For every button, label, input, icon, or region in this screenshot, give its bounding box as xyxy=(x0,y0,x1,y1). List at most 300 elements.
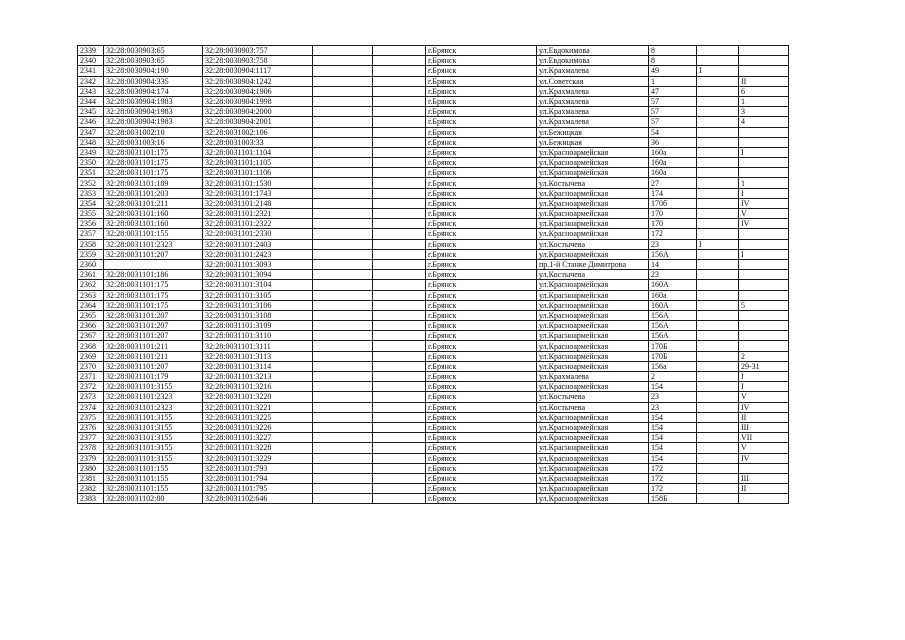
city-cell: г.Брянск xyxy=(426,188,537,198)
building-cell xyxy=(697,443,739,453)
table-row xyxy=(78,321,789,331)
parent-cadastral-number-cell: 32:28:0030904:1983 xyxy=(104,107,203,117)
registry-table-body xyxy=(78,46,789,504)
parent-cadastral-number-cell: 32:28:0031101:207 xyxy=(104,321,203,331)
empty-cell-a xyxy=(313,168,373,178)
street-cell: ул.Красноармейская xyxy=(537,433,649,443)
table-row xyxy=(78,280,789,290)
street-cell: ул.Крахмалева xyxy=(537,372,649,382)
cadastral-number-cell: 32:28:0031101:2403 xyxy=(203,239,313,249)
row-number-cell: 2358 xyxy=(78,239,104,249)
building-cell xyxy=(697,433,739,443)
cadastral-number-cell: 32:28:0031101:795 xyxy=(203,484,313,494)
street-cell: ул.Красноармейская xyxy=(537,361,649,371)
empty-cell-b xyxy=(373,422,426,432)
building-cell xyxy=(697,46,739,56)
empty-cell-b xyxy=(373,351,426,361)
empty-cell-a xyxy=(313,198,373,208)
parent-cadastral-number-cell: 32:28:0031101:207 xyxy=(104,331,203,341)
city-cell: г.Брянск xyxy=(426,127,537,137)
parent-cadastral-number-cell: 32:28:0031101:189 xyxy=(104,178,203,188)
cadastral-number-cell: 32:28:0031101:793 xyxy=(203,463,313,473)
row-number-cell: 2364 xyxy=(78,300,104,310)
premises-cell: I xyxy=(739,372,789,382)
premises-cell: V xyxy=(739,392,789,402)
street-cell: ул.Красноармейская xyxy=(537,209,649,219)
row-number-cell: 2361 xyxy=(78,270,104,280)
premises-cell: I xyxy=(739,188,789,198)
table-row xyxy=(78,392,789,402)
city-cell: г.Брянск xyxy=(426,229,537,239)
cadastral-number-cell: 32:28:0031101:3221 xyxy=(203,402,313,412)
cadastral-number-cell: 32:28:0031101:3113 xyxy=(203,351,313,361)
row-number-cell: 2382 xyxy=(78,484,104,494)
empty-cell-a xyxy=(313,239,373,249)
city-cell: г.Брянск xyxy=(426,341,537,351)
empty-cell-b xyxy=(373,86,426,96)
building-cell xyxy=(697,56,739,66)
premises-cell xyxy=(739,239,789,249)
parent-cadastral-number-cell: 32:28:0031101:3155 xyxy=(104,382,203,392)
street-cell: ул.Бежицкая xyxy=(537,137,649,147)
table-row xyxy=(78,402,789,412)
row-number-cell: 2380 xyxy=(78,463,104,473)
parent-cadastral-number-cell: 32:28:0031101:155 xyxy=(104,473,203,483)
premises-cell: 5 xyxy=(739,300,789,310)
house-number-cell: 27 xyxy=(649,178,697,188)
table-row xyxy=(78,382,789,392)
parent-cadastral-number-cell: 32:28:0030904:1983 xyxy=(104,96,203,106)
premises-cell xyxy=(739,259,789,269)
building-cell xyxy=(697,137,739,147)
house-number-cell: 2 xyxy=(649,372,697,382)
row-number-cell: 2360 xyxy=(78,259,104,269)
building-cell: I xyxy=(697,66,739,76)
street-cell: ул.Красноармейская xyxy=(537,321,649,331)
parent-cadastral-number-cell: 32:28:0030903:65 xyxy=(104,56,203,66)
cadastral-number-cell: 32:28:0031002:106 xyxy=(203,127,313,137)
building-cell xyxy=(697,86,739,96)
cadastral-number-cell: 32:28:0031101:1105 xyxy=(203,158,313,168)
city-cell: г.Брянск xyxy=(426,219,537,229)
city-cell: г.Брянск xyxy=(426,209,537,219)
premises-cell: 29-31 xyxy=(739,361,789,371)
street-cell: ул.Крахмалева xyxy=(537,107,649,117)
building-cell xyxy=(697,178,739,188)
building-cell xyxy=(697,198,739,208)
city-cell: г.Брянск xyxy=(426,158,537,168)
building-cell xyxy=(697,290,739,300)
empty-cell-b xyxy=(373,270,426,280)
building-cell xyxy=(697,310,739,320)
empty-cell-a xyxy=(313,484,373,494)
empty-cell-a xyxy=(313,137,373,147)
empty-cell-a xyxy=(313,463,373,473)
cadastral-number-cell: 32:28:0031101:2423 xyxy=(203,249,313,259)
empty-cell-b xyxy=(373,443,426,453)
cadastral-number-cell: 32:28:0031101:3229 xyxy=(203,453,313,463)
house-number-cell: 160а xyxy=(649,290,697,300)
cadastral-number-cell: 32:28:0031003:33 xyxy=(203,137,313,147)
building-cell xyxy=(697,422,739,432)
cadastral-number-cell: 32:28:0030904:2000 xyxy=(203,107,313,117)
house-number-cell: 156А xyxy=(649,331,697,341)
street-cell: ул.Советская xyxy=(537,76,649,86)
building-cell xyxy=(697,107,739,117)
cadastral-number-cell: 32:28:0031101:2321 xyxy=(203,209,313,219)
empty-cell-a xyxy=(313,147,373,157)
table-row xyxy=(78,422,789,432)
cadastral-number-cell: 32:28:0031101:3093 xyxy=(203,259,313,269)
house-number-cell: 156А xyxy=(649,310,697,320)
building-cell xyxy=(697,341,739,351)
city-cell: г.Брянск xyxy=(426,453,537,463)
building-cell xyxy=(697,147,739,157)
parent-cadastral-number-cell: 32:28:0031101:175 xyxy=(104,290,203,300)
street-cell: ул.Красноармейская xyxy=(537,188,649,198)
parent-cadastral-number-cell: 32:28:0030904:1983 xyxy=(104,117,203,127)
city-cell: г.Брянск xyxy=(426,46,537,56)
house-number-cell: 160а xyxy=(649,168,697,178)
house-number-cell: 154 xyxy=(649,433,697,443)
premises-cell: III xyxy=(739,422,789,432)
row-number-cell: 2381 xyxy=(78,473,104,483)
house-number-cell: 57 xyxy=(649,96,697,106)
table-row xyxy=(78,147,789,157)
table-row xyxy=(78,178,789,188)
parent-cadastral-number-cell: 32:28:0031101:211 xyxy=(104,351,203,361)
city-cell: г.Брянск xyxy=(426,86,537,96)
empty-cell-a xyxy=(313,219,373,229)
parent-cadastral-number-cell: 32:28:0031101:2323 xyxy=(104,392,203,402)
building-cell xyxy=(697,219,739,229)
house-number-cell: 154 xyxy=(649,422,697,432)
parent-cadastral-number-cell: 32:28:0031101:3155 xyxy=(104,433,203,443)
row-number-cell: 2357 xyxy=(78,229,104,239)
house-number-cell: 160а xyxy=(649,158,697,168)
empty-cell-b xyxy=(373,209,426,219)
building-cell xyxy=(697,188,739,198)
street-cell: ул.Красноармейская xyxy=(537,422,649,432)
city-cell: г.Брянск xyxy=(426,372,537,382)
house-number-cell: 23 xyxy=(649,270,697,280)
building-cell xyxy=(697,494,739,504)
building-cell xyxy=(697,209,739,219)
street-cell: ул.Красноармейская xyxy=(537,310,649,320)
premises-cell: 3 xyxy=(739,107,789,117)
building-cell xyxy=(697,402,739,412)
premises-cell xyxy=(739,127,789,137)
street-cell: ул.Красноармейская xyxy=(537,473,649,483)
empty-cell-b xyxy=(373,56,426,66)
empty-cell-a xyxy=(313,107,373,117)
cadastral-number-cell: 32:28:0031101:3111 xyxy=(203,341,313,351)
city-cell: г.Брянск xyxy=(426,66,537,76)
row-number-cell: 2343 xyxy=(78,86,104,96)
premises-cell xyxy=(739,66,789,76)
street-cell: ул.Костычева xyxy=(537,178,649,188)
premises-cell: II xyxy=(739,76,789,86)
empty-cell-b xyxy=(373,137,426,147)
house-number-cell: 49 xyxy=(649,66,697,76)
house-number-cell: 156А xyxy=(649,321,697,331)
building-cell xyxy=(697,249,739,259)
empty-cell-a xyxy=(313,382,373,392)
city-cell: г.Брянск xyxy=(426,321,537,331)
empty-cell-b xyxy=(373,331,426,341)
building-cell xyxy=(697,463,739,473)
cadastral-number-cell: 32:28:0031101:794 xyxy=(203,473,313,483)
house-number-cell: 14 xyxy=(649,259,697,269)
parent-cadastral-number-cell: 32:28:0031101:203 xyxy=(104,188,203,198)
city-cell: г.Брянск xyxy=(426,494,537,504)
building-cell xyxy=(697,412,739,422)
street-cell: пр.1-й Станке Димитрова xyxy=(537,259,649,269)
empty-cell-a xyxy=(313,127,373,137)
city-cell: г.Брянск xyxy=(426,239,537,249)
empty-cell-a xyxy=(313,56,373,66)
cadastral-number-cell: 32:28:0031101:1106 xyxy=(203,168,313,178)
table-row xyxy=(78,229,789,239)
empty-cell-a xyxy=(313,188,373,198)
row-number-cell: 2355 xyxy=(78,209,104,219)
city-cell: г.Брянск xyxy=(426,270,537,280)
cadastral-number-cell: 32:28:0031101:3110 xyxy=(203,331,313,341)
building-cell xyxy=(697,300,739,310)
house-number-cell: 23 xyxy=(649,239,697,249)
premises-cell: III xyxy=(739,473,789,483)
table-row xyxy=(78,66,789,76)
parent-cadastral-number-cell: 32:28:0031101:186 xyxy=(104,270,203,280)
empty-cell-b xyxy=(373,107,426,117)
empty-cell-a xyxy=(313,66,373,76)
table-row xyxy=(78,463,789,473)
cadastral-number-cell: 32:28:0031101:3094 xyxy=(203,270,313,280)
premises-cell xyxy=(739,341,789,351)
parent-cadastral-number-cell: 32:28:0031101:207 xyxy=(104,249,203,259)
row-number-cell: 2377 xyxy=(78,433,104,443)
cadastral-number-cell: 32:28:0031101:3114 xyxy=(203,361,313,371)
empty-cell-a xyxy=(313,402,373,412)
street-cell: ул.Красноармейская xyxy=(537,341,649,351)
row-number-cell: 2365 xyxy=(78,310,104,320)
row-number-cell: 2371 xyxy=(78,372,104,382)
table-row xyxy=(78,168,789,178)
table-row xyxy=(78,239,789,249)
parent-cadastral-number-cell: 32:28:0031101:155 xyxy=(104,484,203,494)
building-cell xyxy=(697,96,739,106)
building-cell xyxy=(697,321,739,331)
table-row xyxy=(78,219,789,229)
table-row xyxy=(78,453,789,463)
street-cell: ул.Красноармейская xyxy=(537,351,649,361)
registry-table xyxy=(77,45,789,504)
city-cell: г.Брянск xyxy=(426,443,537,453)
empty-cell-b xyxy=(373,168,426,178)
building-cell xyxy=(697,259,739,269)
house-number-cell: 160А xyxy=(649,280,697,290)
table-row xyxy=(78,249,789,259)
parent-cadastral-number-cell: 32:28:0031101:175 xyxy=(104,147,203,157)
premises-cell xyxy=(739,158,789,168)
cadastral-number-cell: 32:28:0031101:3213 xyxy=(203,372,313,382)
empty-cell-a xyxy=(313,178,373,188)
house-number-cell: 8 xyxy=(649,46,697,56)
parent-cadastral-number-cell: 32:28:0031101:155 xyxy=(104,229,203,239)
empty-cell-a xyxy=(313,76,373,86)
building-cell xyxy=(697,392,739,402)
street-cell: ул.Красноармейская xyxy=(537,249,649,259)
city-cell: г.Брянск xyxy=(426,484,537,494)
table-row xyxy=(78,76,789,86)
row-number-cell: 2344 xyxy=(78,96,104,106)
table-row xyxy=(78,56,789,66)
empty-cell-b xyxy=(373,178,426,188)
cadastral-number-cell: 32:28:0031101:3225 xyxy=(203,412,313,422)
empty-cell-b xyxy=(373,127,426,137)
empty-cell-b xyxy=(373,341,426,351)
empty-cell-b xyxy=(373,239,426,249)
parent-cadastral-number-cell: 32:28:0031101:3155 xyxy=(104,412,203,422)
city-cell: г.Брянск xyxy=(426,351,537,361)
street-cell: ул.Красноармейская xyxy=(537,280,649,290)
parent-cadastral-number-cell: 32:28:0031101:3155 xyxy=(104,443,203,453)
cadastral-number-cell: 32:28:0030903:757 xyxy=(203,46,313,56)
street-cell: ул.Красноармейская xyxy=(537,443,649,453)
empty-cell-b xyxy=(373,382,426,392)
building-cell xyxy=(697,117,739,127)
street-cell: ул.Красноармейская xyxy=(537,412,649,422)
parent-cadastral-number-cell: 32:28:0031101:160 xyxy=(104,209,203,219)
street-cell: ул.Костычева xyxy=(537,402,649,412)
empty-cell-b xyxy=(373,147,426,157)
city-cell: г.Брянск xyxy=(426,433,537,443)
parent-cadastral-number-cell: 32:28:0030904:190 xyxy=(104,66,203,76)
empty-cell-a xyxy=(313,433,373,443)
cadastral-number-cell: 32:28:0031101:1743 xyxy=(203,188,313,198)
street-cell: ул.Крахмалева xyxy=(537,117,649,127)
premises-cell: VII xyxy=(739,433,789,443)
empty-cell-b xyxy=(373,259,426,269)
street-cell: ул.Красноармейская xyxy=(537,219,649,229)
city-cell: г.Брянск xyxy=(426,412,537,422)
table-row xyxy=(78,361,789,371)
house-number-cell: 170Б xyxy=(649,341,697,351)
city-cell: г.Брянск xyxy=(426,56,537,66)
city-cell: г.Брянск xyxy=(426,422,537,432)
table-row xyxy=(78,484,789,494)
table-row xyxy=(78,372,789,382)
street-cell: ул.Костычева xyxy=(537,239,649,249)
row-number-cell: 2347 xyxy=(78,127,104,137)
house-number-cell: 172 xyxy=(649,463,697,473)
cadastral-number-cell: 32:28:0031102:646 xyxy=(203,494,313,504)
parent-cadastral-number-cell: 32:28:0031101:155 xyxy=(104,463,203,473)
cadastral-number-cell: 32:28:0031101:3106 xyxy=(203,300,313,310)
table-row xyxy=(78,86,789,96)
house-number-cell: 8 xyxy=(649,56,697,66)
parent-cadastral-number-cell: 32:28:0031101:211 xyxy=(104,341,203,351)
premises-cell: II xyxy=(739,484,789,494)
empty-cell-b xyxy=(373,249,426,259)
empty-cell-a xyxy=(313,86,373,96)
city-cell: г.Брянск xyxy=(426,290,537,300)
premises-cell: 1 xyxy=(739,178,789,188)
house-number-cell: 172 xyxy=(649,229,697,239)
premises-cell xyxy=(739,494,789,504)
city-cell: г.Брянск xyxy=(426,107,537,117)
table-row xyxy=(78,107,789,117)
empty-cell-a xyxy=(313,259,373,269)
street-cell: ул.Крахмалева xyxy=(537,96,649,106)
table-row xyxy=(78,259,789,269)
house-number-cell: 170б xyxy=(649,198,697,208)
empty-cell-b xyxy=(373,300,426,310)
premises-cell xyxy=(739,463,789,473)
cadastral-number-cell: 32:28:0031101:2322 xyxy=(203,219,313,229)
building-cell xyxy=(697,372,739,382)
empty-cell-a xyxy=(313,249,373,259)
parent-cadastral-number-cell: 32:28:0031101:207 xyxy=(104,310,203,320)
table-row xyxy=(78,443,789,453)
premises-cell: 1 xyxy=(739,96,789,106)
row-number-cell: 2378 xyxy=(78,443,104,453)
city-cell: г.Брянск xyxy=(426,249,537,259)
premises-cell: IV xyxy=(739,453,789,463)
premises-cell: V xyxy=(739,209,789,219)
empty-cell-a xyxy=(313,331,373,341)
empty-cell-a xyxy=(313,351,373,361)
house-number-cell: 154 xyxy=(649,453,697,463)
street-cell: ул.Костычева xyxy=(537,270,649,280)
parent-cadastral-number-cell: 32:28:0030904:174 xyxy=(104,86,203,96)
parent-cadastral-number-cell: 32:28:0031101:3155 xyxy=(104,422,203,432)
cadastral-number-cell: 32:28:0030904:1998 xyxy=(203,96,313,106)
cadastral-number-cell: 32:28:0031101:3105 xyxy=(203,290,313,300)
row-number-cell: 2339 xyxy=(78,46,104,56)
empty-cell-b xyxy=(373,290,426,300)
row-number-cell: 2340 xyxy=(78,56,104,66)
building-cell xyxy=(697,382,739,392)
table-row xyxy=(78,46,789,56)
parent-cadastral-number-cell: 32:28:0030903:65 xyxy=(104,46,203,56)
empty-cell-a xyxy=(313,117,373,127)
empty-cell-b xyxy=(373,219,426,229)
city-cell: г.Брянск xyxy=(426,300,537,310)
street-cell: ул.Красноармейская xyxy=(537,300,649,310)
table-row xyxy=(78,433,789,443)
row-number-cell: 2372 xyxy=(78,382,104,392)
house-number-cell: 57 xyxy=(649,117,697,127)
city-cell: г.Брянск xyxy=(426,473,537,483)
cadastral-number-cell: 32:28:0031101:3109 xyxy=(203,321,313,331)
empty-cell-b xyxy=(373,229,426,239)
city-cell: г.Брянск xyxy=(426,117,537,127)
cadastral-number-cell: 32:28:0030904:1906 xyxy=(203,86,313,96)
street-cell: ул.Бежицкая xyxy=(537,127,649,137)
premises-cell xyxy=(739,290,789,300)
row-number-cell: 2366 xyxy=(78,321,104,331)
empty-cell-b xyxy=(373,494,426,504)
empty-cell-b xyxy=(373,392,426,402)
empty-cell-b xyxy=(373,310,426,320)
table-row xyxy=(78,412,789,422)
street-cell: ул.Крахмалева xyxy=(537,86,649,96)
empty-cell-b xyxy=(373,433,426,443)
building-cell xyxy=(697,270,739,280)
row-number-cell: 2345 xyxy=(78,107,104,117)
city-cell: г.Брянск xyxy=(426,331,537,341)
